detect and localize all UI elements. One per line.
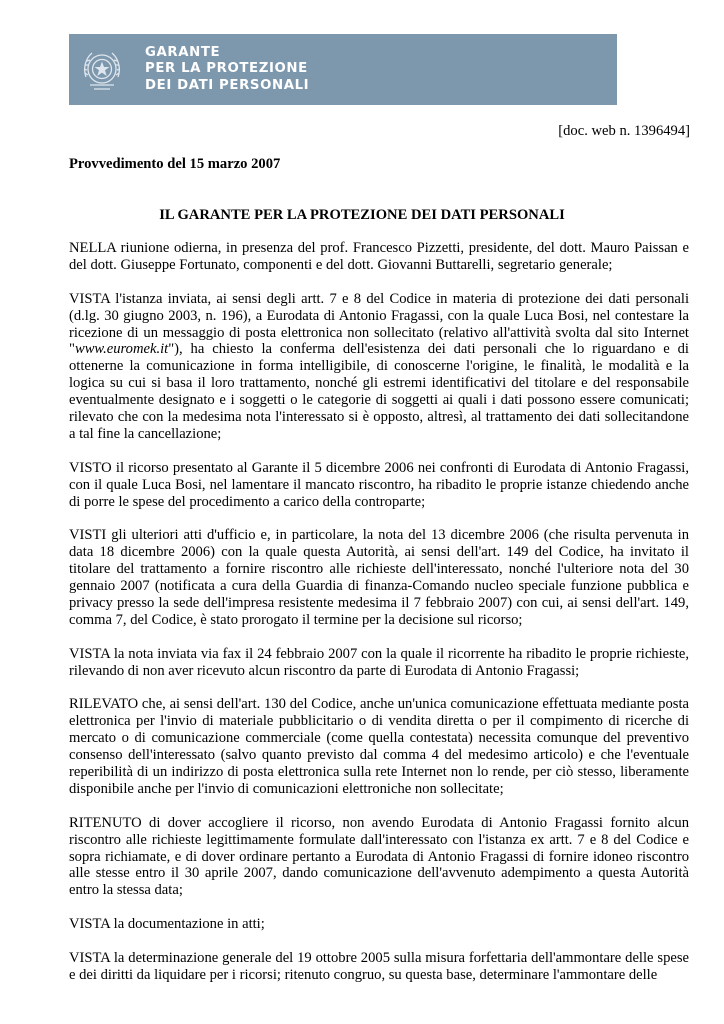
paragraph-vista-istanza [69, 291, 689, 443]
paragraph-vista-determinazione: VISTA la determinazione generale del 19 ottobre 2005 sulla misura forfettaria dell'ammontare delle spese e dei diritti da liquidare per i ricorsi; ritenuto congruo, su questa base, determinare l'ammontare delle [69, 949, 689, 983]
website-reference: www.euromek.it [74, 341, 169, 358]
provvedimento-date: Provvedimento del 15 marzo 2007 [69, 156, 281, 172]
paragraph-text: "), ha chiesto la conferma dell'esistenza dei dati personali che lo riguardano e di ottenerne la comunicazione in forma intelligibile, di conoscerne l'origine, le finalità, le modalità e la logica su cui si basa il loro trattamento, nonché gli estremi identificativi del titolare e del responsabile eventualmente designato e i soggetti o le categorie di soggetti ai quali i dati possono essere comunicati; rilevato che con la medesima nota l'interessato si è opposto, altresì, al trattamento dei dati sollecitandone a tal fine la cancellazione; [69, 341, 689, 442]
paragraph-nella: NELLA riunione odierna, in presenza del prof. Francesco Pizzetti, presidente, del dott. Mauro Paissan e del dott. Giuseppe Fortunato, componenti e del dott. Giovanni Buttarelli, segretario generale; [69, 240, 689, 273]
authority-heading: IL GARANTE PER LA PROTEZIONE DEI DATI PERSONALI [159, 207, 565, 223]
header-banner [69, 34, 617, 105]
paragraph-visti-atti: VISTI gli ulteriori atti d'ufficio e, in particolare, la nota del 13 dicembre 2006 (che risulta pervenuta in data 18 dicembre 2006) con la quale questa Autorità, ai sensi dell'art. 149 del Codice, ha invitato il titolare del trattamento a fornire riscontro alle richieste dell'interessato, nonché l'ulteriore nota del 30 gennaio 2007 (notificata a cura della Guardia di finanza-Comando nucleo speciale funzione pubblica e privacy presso la sede dell'impresa resistente medesima il 7 febbraio 2007) con cui, ai sensi dell'art. 149, comma 7, del Codice, è stato prorogato il termine per la decisione sul ricorso; [69, 527, 689, 628]
doc-reference: [doc. web n. 1396494] [558, 123, 690, 139]
document-body [69, 240, 689, 1001]
paragraph-rilevato: RILEVATO che, ai sensi dell'art. 130 del Codice, anche un'unica comunicazione effettuata mediante posta elettronica per l'invio di materiale pubblicitario o di vendita diretta o per il compimento di ricerche di mercato o di comunicazione commerciale (come quella contestata) necessita comunque del preventivo consenso dell'interessato (salvo quanto previsto dal comma 4 del medesimo articolo) e che l'eventuale reperibilità di un indirizzo di posta elettronica sulla rete Internet non lo rende, per ciò stesso, liberamente disponibile anche per l'invio di comunicazioni elettroniche non sollecitate; [69, 696, 689, 797]
paragraph-vista-nota: VISTA la nota inviata via fax il 24 febbraio 2007 con la quale il ricorrente ha ribadito le proprie richieste, rilevando di non aver ricevuto alcun riscontro da parte di Eurodata di Antonio Fragassi; [69, 645, 689, 679]
paragraph-vista-documentazione: VISTA la documentazione in atti; [69, 916, 265, 933]
paragraph-visto-ricorso: VISTO il ricorso presentato al Garante il 5 dicembre 2006 nei confronti di Eurodata di Antonio Fragassi, con il quale Luca Bosi, nel lamentare il mancato riscontro, ha ribadito le proprie istanze chiedendo anche di porre le spese del procedimento a carico della controparte; [69, 459, 689, 510]
paragraph-text: VISTA l'istanza inviata, ai sensi degli artt. 7 e 8 del Codice in materia di protezione dei dati personali (d.lg. 30 giugno 2003, n. 196), a Eurodata di Antonio Fragassi, con la quale Luca Bosi, nel contestare la ricezione di un messaggio di posta elettronica non sollecitato (relativo all'attività svolta dal sito Internet " [69, 290, 689, 358]
org-name-line3: DEI DATI PERSONALI [145, 77, 310, 93]
org-name-line1: GARANTE [145, 44, 221, 60]
org-name [145, 45, 309, 95]
org-name-line2: PER LA PROTEZIONE [145, 61, 308, 77]
paragraph-ritenuto: RITENUTO di dover accogliere il ricorso, non avendo Eurodata di Antonio Fragassi fornito alcun riscontro alle richieste legittimamente formulate dall'interessato con l'istanza ex artt. 7 e 8 del Codice e sopra richiamate, e di dover ordinare pertanto a Eurodata di Antonio Fragassi di fornire idoneo riscontro alle stesse entro il 30 aprile 2007, dando comunicazione dell'avvenuto adempimento a questa Autorità entro la stessa data; [69, 814, 689, 899]
italian-republic-emblem-icon [71, 34, 133, 105]
